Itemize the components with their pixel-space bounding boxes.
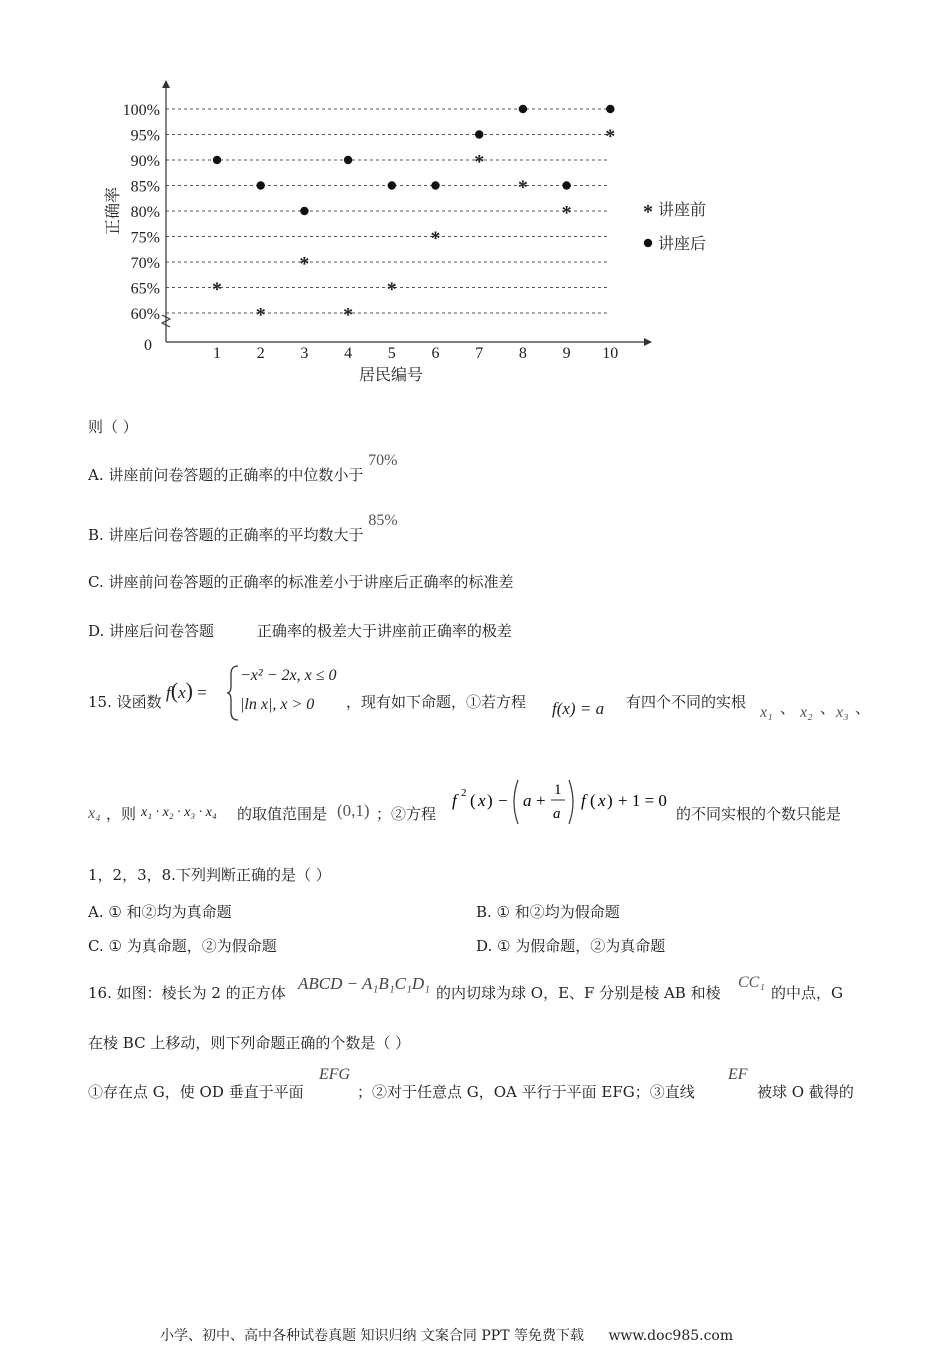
before-lecture-point: *: [517, 176, 528, 199]
q15-option-a: A. ① 和②均为真命题: [88, 903, 232, 921]
q14-stem: 则（ ）: [88, 418, 138, 436]
q15-fx: f(x) =: [166, 678, 207, 703]
q15-text1: ，现有如下命题，①若方程: [346, 693, 527, 711]
after-lecture-point: [519, 105, 527, 113]
after-lecture-point: [606, 105, 614, 113]
q15-option-b: B. ① 和②均为假命题: [476, 903, 620, 921]
svg-text:f: f: [581, 791, 586, 810]
before-lecture-point: *: [212, 278, 222, 301]
after-lecture-point: [213, 156, 221, 164]
q15-product: x₁ · x₂ · x₃ · x₄: [141, 805, 217, 820]
q15-text4: 的取值范围是: [237, 805, 328, 823]
q15-sep2: 、: [820, 699, 836, 717]
q16-text2: 的中点，G: [771, 984, 843, 1002]
option-d-label: D. 讲座后问卷答题: [88, 622, 215, 640]
svg-text:1: 1: [554, 782, 562, 798]
footer: [160, 1325, 733, 1345]
svg-text:+: +: [536, 791, 546, 810]
legend-before-symbol: *: [643, 201, 653, 223]
q15-interval: (0,1): [337, 801, 370, 820]
before-lecture-point: *: [605, 125, 616, 148]
after-lecture-point: [562, 181, 570, 189]
x-tick-label: 4: [344, 345, 353, 362]
x-tick-label: 10: [602, 345, 619, 362]
x-tick-label: 2: [256, 345, 265, 362]
q16-line2: 在棱 BC 上移动，则下列命题正确的个数是（ ）: [88, 1034, 411, 1052]
q16-line-ef: EF: [728, 1066, 748, 1083]
axis-break: [162, 315, 170, 327]
legend-after-label: 讲座后: [658, 236, 707, 253]
q15-text6: 的不同实根的个数只能是: [676, 805, 842, 823]
x-tick-label: 8: [518, 345, 527, 362]
x-tick-label: 1: [213, 345, 221, 362]
x-tick-label: 3: [300, 345, 309, 362]
svg-text:x: x: [478, 791, 486, 810]
q15-sep1: 、: [780, 699, 796, 717]
svg-text:(: (: [470, 791, 476, 810]
y-tick-label: 70%: [130, 255, 160, 272]
after-lecture-point: [257, 181, 265, 189]
y-tick-label: 65%: [130, 280, 160, 298]
q16-plane: EFG: [319, 1066, 351, 1083]
q16-line3c: 被球 O 截得的: [757, 1083, 854, 1101]
option-a-value: 70%: [368, 452, 398, 469]
after-lecture-point: [300, 207, 308, 215]
legend-after-symbol: [644, 239, 652, 247]
y-tick-label: 75%: [130, 229, 160, 247]
svg-text:x: x: [598, 791, 606, 810]
q14-option-b: [88, 512, 398, 545]
q16-text1: 的内切球为球 O，E、F 分别是棱 AB 和棱: [436, 984, 721, 1002]
footer-url[interactable]: www.doc985.com: [608, 1328, 734, 1344]
q15-x1: x₁: [760, 704, 773, 721]
q14-option-d: [88, 620, 512, 641]
x-tick-label: 6: [431, 345, 440, 362]
piecewise-brace: [226, 664, 240, 722]
svg-text:−: −: [498, 791, 508, 810]
before-lecture-point: *: [430, 227, 441, 250]
after-lecture-point: [431, 181, 439, 189]
q15-text3: ，则: [106, 805, 137, 823]
svg-text:+ 1 = 0: + 1 = 0: [618, 791, 667, 810]
after-lecture-point: [475, 130, 483, 138]
q15-text5: ；②方程: [376, 805, 437, 823]
y-tick-label: 90%: [130, 153, 160, 170]
y-axis-arrow: [162, 80, 170, 88]
option-b-label: B. 讲座后问卷答题的正确率的平均数大于: [88, 526, 364, 544]
svg-text:f: f: [452, 791, 457, 810]
x-axis-arrow: [644, 338, 652, 346]
q15-equation: [448, 776, 674, 828]
y-tick-label: 80%: [130, 204, 160, 221]
y-tick-label: 95%: [130, 127, 160, 145]
before-lecture-point: *: [255, 304, 266, 326]
q15-piece1: −x² − 2x, x ≤ 0: [240, 667, 337, 684]
q15-sep3: 、: [855, 699, 871, 717]
q15-x2: x₂: [800, 704, 813, 721]
svg-text:a: a: [523, 791, 532, 810]
before-lecture-point: *: [343, 304, 354, 326]
q16-line3b: ；②对于任意点 G，OA 平行于平面 EFG；③直线: [357, 1083, 695, 1101]
legend-before-label: 讲座前: [658, 202, 707, 219]
option-d-rest: 正确率的极差大于讲座前正确率的极差: [256, 622, 512, 640]
after-lecture-point: [388, 181, 396, 189]
option-a-label: A. 讲座前问卷答题的正确率的中位数小于: [88, 466, 364, 484]
q15-text2: 有四个不同的实根: [626, 693, 747, 711]
q15-line3: 1，2，3，8.下列判断正确的是（ ）: [88, 866, 331, 884]
svg-text:(: (: [590, 791, 596, 810]
q16-edge: CC₁: [738, 974, 765, 991]
origin-label: 0: [144, 337, 152, 354]
y-axis-title: 正确率: [105, 186, 122, 236]
before-lecture-point: *: [386, 278, 397, 301]
svg-text:a: a: [553, 806, 561, 822]
before-lecture-point: *: [299, 253, 310, 275]
q16-line3a: ①存在点 G，使 OD 垂直于平面: [88, 1083, 304, 1101]
q16-cube: ABCD − A₁B₁C₁D₁: [298, 974, 431, 993]
q15-x3: x₃: [836, 704, 849, 721]
svg-text:): ): [487, 791, 493, 810]
svg-text:2: 2: [461, 787, 467, 799]
q15-option-d: D. ① 为假命题，②为真命题: [476, 937, 666, 955]
after-lecture-point: [344, 156, 352, 164]
y-tick-label: 100%: [122, 102, 160, 119]
q15-piece2: |ln x|, x > 0: [240, 696, 315, 713]
x-tick-label: 7: [475, 345, 484, 362]
y-tick-label: 60%: [130, 306, 160, 323]
x-axis-title: 居民编号: [358, 367, 424, 384]
option-b-value: 85%: [368, 512, 398, 529]
scatter-chart: [0, 70, 760, 390]
svg-text:): ): [607, 791, 613, 810]
x-tick-label: 5: [387, 345, 396, 362]
q14-option-c: C. 讲座前问卷答题的正确率的标准差小于讲座后正确率的标准差: [88, 573, 514, 591]
q14-option-a: [88, 452, 398, 485]
q15-eq1: f(x) = a: [552, 699, 605, 718]
before-lecture-point: *: [474, 151, 485, 173]
footer-text: 小学、初中、高中各种试卷真题 知识归纳 文案合同 PPT 等免费下载: [160, 1328, 584, 1344]
q15-option-c: C. ① 为真命题，②为假命题: [88, 937, 277, 955]
q15-x4: x₄: [88, 805, 101, 822]
q15-prefix: 15. 设函数: [88, 693, 162, 711]
before-lecture-point: *: [561, 202, 572, 224]
x-tick-label: 9: [562, 345, 571, 362]
y-tick-label: 85%: [130, 178, 160, 196]
q16-prefix: 16. 如图：棱长为 2 的正方体: [88, 984, 286, 1002]
